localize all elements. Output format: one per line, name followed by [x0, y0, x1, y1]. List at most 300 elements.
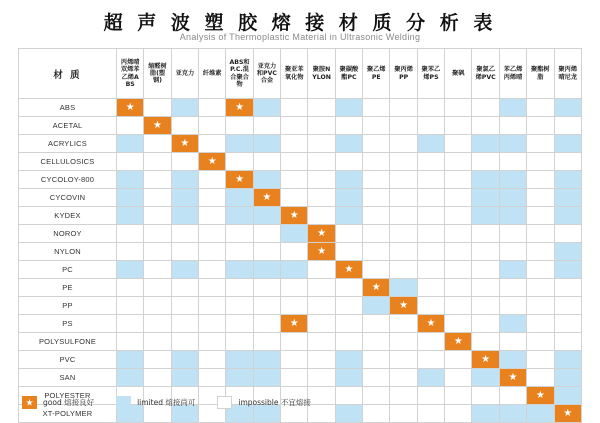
- matrix-cell-limited: [171, 189, 198, 207]
- column-header: [117, 49, 144, 99]
- matrix-cell-good: [554, 405, 582, 423]
- matrix-cell-impossible: [417, 99, 444, 117]
- matrix-cell-impossible: [117, 153, 144, 171]
- matrix-cell-impossible: [308, 351, 335, 369]
- matrix-cell-impossible: [363, 369, 390, 387]
- page-subtitle: Analysis of Thermoplastic Material in Ultrasonic Welding: [179, 32, 421, 42]
- matrix-cell-limited: [226, 207, 253, 225]
- table-row: [19, 135, 582, 153]
- matrix-cell-impossible: [363, 351, 390, 369]
- page-title: 超 声 波 塑 胶 熔 接 材 质 分 析 表: [103, 12, 497, 34]
- matrix-cell-impossible: [445, 261, 472, 279]
- matrix-cell-limited: [499, 351, 526, 369]
- matrix-cell-impossible: [363, 333, 390, 351]
- matrix-cell-good: [308, 225, 335, 243]
- matrix-cell-impossible: [554, 117, 582, 135]
- legend-swatch-limited: [116, 396, 131, 409]
- matrix-cell-impossible: [281, 171, 308, 189]
- matrix-cell-impossible: [253, 225, 280, 243]
- legend-label-good: good 熔接良好: [43, 398, 95, 407]
- matrix-cell-impossible: [171, 225, 198, 243]
- matrix-cell-impossible: [390, 243, 417, 261]
- matrix-cell-impossible: [390, 351, 417, 369]
- matrix-cell-impossible: [417, 405, 444, 423]
- table-row: [19, 225, 582, 243]
- matrix-cell-impossible: [199, 189, 226, 207]
- matrix-cell-impossible: [417, 297, 444, 315]
- column-header-label: 聚丙烯晴尼龙: [558, 66, 578, 81]
- table-row: [19, 351, 582, 369]
- matrix-cell-good: [472, 351, 499, 369]
- matrix-cell-impossible: [417, 171, 444, 189]
- matrix-cell-impossible: [117, 225, 144, 243]
- matrix-cell-impossible: [144, 135, 171, 153]
- column-header-label: 聚酯树脂: [531, 66, 550, 81]
- column-header: [445, 49, 472, 99]
- matrix-cell-impossible: [472, 243, 499, 261]
- table-head: [19, 49, 582, 99]
- column-header-label: 聚亚苯氧化物: [284, 66, 304, 81]
- legend: [22, 396, 333, 409]
- row-header: CELLULOSICS: [19, 153, 117, 171]
- legend-item-good: [22, 396, 94, 409]
- matrix-cell-limited: [527, 405, 554, 423]
- matrix-cell-limited: [117, 171, 144, 189]
- matrix-cell-impossible: [527, 99, 554, 117]
- matrix-cell-impossible: [171, 153, 198, 171]
- matrix-cell-impossible: [499, 279, 526, 297]
- matrix-cell-impossible: [417, 225, 444, 243]
- matrix-cell-impossible: [308, 297, 335, 315]
- matrix-cell-impossible: [199, 333, 226, 351]
- table-row: [19, 117, 582, 135]
- matrix-cell-impossible: [527, 189, 554, 207]
- matrix-cell-limited: [335, 171, 362, 189]
- matrix-cell-limited: [472, 405, 499, 423]
- matrix-cell-impossible: [253, 333, 280, 351]
- row-header: ACETAL: [19, 117, 117, 135]
- matrix-cell-impossible: [144, 225, 171, 243]
- matrix-cell-impossible: [199, 135, 226, 153]
- matrix-cell-impossible: [281, 243, 308, 261]
- matrix-cell-impossible: [445, 207, 472, 225]
- column-header: [281, 49, 308, 99]
- matrix-cell-impossible: [308, 117, 335, 135]
- matrix-cell-impossible: [527, 153, 554, 171]
- matrix-cell-impossible: [445, 369, 472, 387]
- matrix-cell-impossible: [363, 225, 390, 243]
- matrix-cell-limited: [117, 369, 144, 387]
- table-row: [19, 243, 582, 261]
- matrix-cell-good: [226, 99, 253, 117]
- matrix-cell-impossible: [144, 99, 171, 117]
- matrix-cell-impossible: [199, 297, 226, 315]
- matrix-cell-impossible: [281, 369, 308, 387]
- matrix-cell-limited: [554, 243, 582, 261]
- matrix-cell-good: [363, 279, 390, 297]
- table-row: [19, 279, 582, 297]
- column-header-label: 聚丙烯PP: [394, 66, 413, 81]
- matrix-cell-impossible: [199, 279, 226, 297]
- matrix-cell-impossible: [335, 333, 362, 351]
- matrix-cell-impossible: [445, 405, 472, 423]
- matrix-cell-limited: [335, 405, 362, 423]
- matrix-cell-good: [445, 333, 472, 351]
- matrix-cell-impossible: [472, 297, 499, 315]
- column-header: [417, 49, 444, 99]
- matrix-cell-impossible: [390, 171, 417, 189]
- matrix-cell-impossible: [226, 117, 253, 135]
- row-header: NYLON: [19, 243, 117, 261]
- matrix-cell-impossible: [199, 369, 226, 387]
- column-header: [554, 49, 582, 99]
- table-row: [19, 99, 582, 117]
- matrix-cell-good: [281, 207, 308, 225]
- matrix-cell-impossible: [144, 171, 171, 189]
- matrix-cell-limited: [226, 261, 253, 279]
- matrix-cell-impossible: [527, 315, 554, 333]
- matrix-cell-impossible: [472, 153, 499, 171]
- matrix-cell-good: [390, 297, 417, 315]
- matrix-cell-limited: [171, 261, 198, 279]
- matrix-cell-impossible: [554, 297, 582, 315]
- matrix-cell-good: [417, 315, 444, 333]
- matrix-cell-impossible: [308, 369, 335, 387]
- row-header: KYDEX: [19, 207, 117, 225]
- matrix-cell-limited: [554, 171, 582, 189]
- legend-swatch-impossible: [217, 396, 232, 409]
- matrix-cell-limited: [554, 351, 582, 369]
- matrix-cell-impossible: [144, 297, 171, 315]
- matrix-cell-limited: [499, 315, 526, 333]
- matrix-cell-limited: [499, 99, 526, 117]
- matrix-cell-impossible: [335, 243, 362, 261]
- column-header: [253, 49, 280, 99]
- column-header-label: 聚氯乙烯PVC: [475, 66, 496, 81]
- row-header: PVC: [19, 351, 117, 369]
- matrix-cell-impossible: [554, 333, 582, 351]
- row-header: POLYSULFONE: [19, 333, 117, 351]
- matrix-cell-impossible: [445, 117, 472, 135]
- matrix-cell-impossible: [499, 117, 526, 135]
- matrix-cell-good: [499, 369, 526, 387]
- column-header: [199, 49, 226, 99]
- matrix-cell-limited: [499, 189, 526, 207]
- matrix-cell-impossible: [445, 171, 472, 189]
- matrix-cell-impossible: [417, 387, 444, 405]
- matrix-cell-limited: [253, 207, 280, 225]
- column-header-label: 纤维素: [202, 69, 222, 77]
- matrix-cell-impossible: [253, 153, 280, 171]
- matrix-cell-impossible: [472, 225, 499, 243]
- matrix-cell-impossible: [363, 243, 390, 261]
- matrix-cell-impossible: [417, 243, 444, 261]
- column-header: [499, 49, 526, 99]
- matrix-cell-impossible: [363, 405, 390, 423]
- legend-label-impossible: impossible 不宜熔接: [238, 398, 311, 407]
- table-row: [19, 153, 582, 171]
- matrix-cell-impossible: [417, 261, 444, 279]
- matrix-cell-limited: [335, 207, 362, 225]
- matrix-cell-impossible: [253, 297, 280, 315]
- matrix-cell-impossible: [554, 225, 582, 243]
- column-header-label: 丙烯晴双烯苯乙烯ABS: [120, 59, 140, 88]
- matrix-cell-impossible: [445, 279, 472, 297]
- matrix-cell-impossible: [144, 243, 171, 261]
- matrix-cell-impossible: [308, 99, 335, 117]
- compatibility-matrix-table: [18, 48, 582, 423]
- matrix-cell-impossible: [308, 333, 335, 351]
- matrix-cell-limited: [335, 369, 362, 387]
- matrix-cell-impossible: [445, 99, 472, 117]
- matrix-cell-limited: [554, 261, 582, 279]
- row-header: PC: [19, 261, 117, 279]
- matrix-cell-impossible: [527, 243, 554, 261]
- matrix-cell-limited: [171, 171, 198, 189]
- matrix-cell-impossible: [226, 225, 253, 243]
- matrix-cell-impossible: [527, 135, 554, 153]
- header-row: [19, 49, 582, 99]
- matrix-cell-impossible: [499, 243, 526, 261]
- matrix-cell-limited: [472, 207, 499, 225]
- matrix-cell-impossible: [281, 99, 308, 117]
- matrix-cell-impossible: [445, 225, 472, 243]
- matrix-cell-impossible: [171, 243, 198, 261]
- matrix-cell-limited: [226, 369, 253, 387]
- column-header-label: 聚砜: [452, 69, 465, 77]
- column-header: [226, 49, 253, 99]
- matrix-cell-limited: [472, 189, 499, 207]
- matrix-cell-impossible: [499, 333, 526, 351]
- matrix-cell-limited: [281, 225, 308, 243]
- matrix-cell-impossible: [226, 153, 253, 171]
- matrix-cell-impossible: [308, 279, 335, 297]
- matrix-cell-limited: [554, 207, 582, 225]
- matrix-cell-limited: [226, 135, 253, 153]
- matrix-cell-limited: [253, 99, 280, 117]
- matrix-cell-impossible: [308, 153, 335, 171]
- matrix-cell-impossible: [199, 171, 226, 189]
- matrix-cell-impossible: [363, 171, 390, 189]
- matrix-cell-impossible: [390, 153, 417, 171]
- matrix-cell-impossible: [171, 333, 198, 351]
- matrix-cell-impossible: [445, 315, 472, 333]
- matrix-cell-limited: [499, 207, 526, 225]
- matrix-cell-impossible: [253, 279, 280, 297]
- legend-item-impossible: [217, 396, 310, 409]
- matrix-cell-limited: [554, 387, 582, 405]
- matrix-cell-impossible: [390, 99, 417, 117]
- matrix-cell-impossible: [335, 387, 362, 405]
- column-header-label: 聚碳酸酯PC: [339, 66, 359, 81]
- matrix-cell-impossible: [308, 135, 335, 153]
- matrix-cell-limited: [554, 189, 582, 207]
- matrix-cell-impossible: [281, 351, 308, 369]
- column-header-label: 聚胺NYLON: [312, 66, 331, 81]
- matrix-cell-limited: [226, 189, 253, 207]
- column-header: [527, 49, 554, 99]
- legend-swatch-good: [22, 396, 37, 409]
- matrix-cell-impossible: [390, 387, 417, 405]
- table-row: [19, 315, 582, 333]
- matrix-cell-good: [144, 117, 171, 135]
- matrix-cell-impossible: [199, 261, 226, 279]
- matrix-cell-impossible: [226, 279, 253, 297]
- matrix-cell-limited: [253, 351, 280, 369]
- matrix-cell-impossible: [226, 333, 253, 351]
- matrix-cell-impossible: [363, 261, 390, 279]
- matrix-cell-impossible: [199, 207, 226, 225]
- table-body: [19, 99, 582, 423]
- matrix-cell-limited: [554, 369, 582, 387]
- matrix-cell-impossible: [390, 369, 417, 387]
- matrix-cell-impossible: [199, 243, 226, 261]
- matrix-cell-limited: [117, 135, 144, 153]
- matrix-cell-good: [171, 135, 198, 153]
- row-header: ABS: [19, 99, 117, 117]
- matrix-cell-impossible: [527, 207, 554, 225]
- matrix-cell-impossible: [417, 153, 444, 171]
- matrix-cell-impossible: [527, 297, 554, 315]
- matrix-cell-impossible: [226, 243, 253, 261]
- column-header-label: 亚克力: [175, 69, 195, 77]
- matrix-cell-impossible: [144, 279, 171, 297]
- matrix-cell-limited: [472, 171, 499, 189]
- row-header: PS: [19, 315, 117, 333]
- matrix-cell-limited: [499, 135, 526, 153]
- matrix-cell-impossible: [417, 333, 444, 351]
- matrix-cell-impossible: [390, 117, 417, 135]
- row-header: SAN: [19, 369, 117, 387]
- matrix-cell-impossible: [144, 189, 171, 207]
- matrix-cell-impossible: [199, 315, 226, 333]
- matrix-cell-limited: [472, 369, 499, 387]
- matrix-cell-impossible: [527, 279, 554, 297]
- row-header: ACRYLICS: [19, 135, 117, 153]
- matrix-cell-impossible: [472, 261, 499, 279]
- matrix-cell-limited: [226, 351, 253, 369]
- matrix-cell-impossible: [171, 117, 198, 135]
- matrix-cell-impossible: [363, 387, 390, 405]
- matrix-cell-impossible: [226, 315, 253, 333]
- matrix-cell-impossible: [335, 153, 362, 171]
- matrix-cell-impossible: [417, 207, 444, 225]
- matrix-cell-impossible: [417, 351, 444, 369]
- matrix-cell-limited: [417, 135, 444, 153]
- matrix-cell-impossible: [445, 189, 472, 207]
- matrix-cell-impossible: [335, 117, 362, 135]
- matrix-cell-impossible: [363, 135, 390, 153]
- matrix-cell-impossible: [472, 117, 499, 135]
- matrix-cell-impossible: [308, 261, 335, 279]
- matrix-cell-impossible: [144, 351, 171, 369]
- matrix-cell-impossible: [199, 351, 226, 369]
- matrix-cell-limited: [335, 189, 362, 207]
- matrix-cell-impossible: [527, 171, 554, 189]
- matrix-cell-impossible: [199, 225, 226, 243]
- matrix-cell-limited: [253, 261, 280, 279]
- matrix-cell-impossible: [499, 225, 526, 243]
- matrix-cell-limited: [253, 369, 280, 387]
- matrix-cell-good: [253, 189, 280, 207]
- column-header: [472, 49, 499, 99]
- matrix-cell-impossible: [281, 117, 308, 135]
- matrix-cell-impossible: [308, 315, 335, 333]
- matrix-cell-limited: [390, 279, 417, 297]
- matrix-cell-limited: [554, 135, 582, 153]
- table-row: [19, 261, 582, 279]
- column-header-label: 聚乙烯PE: [366, 66, 386, 81]
- matrix-cell-impossible: [363, 207, 390, 225]
- matrix-cell-impossible: [527, 261, 554, 279]
- matrix-cell-impossible: [199, 99, 226, 117]
- column-header-label: 亚克力和PVC合金: [256, 62, 277, 85]
- column-header: [308, 49, 335, 99]
- matrix-cell-impossible: [472, 315, 499, 333]
- matrix-cell-impossible: [472, 333, 499, 351]
- matrix-cell-limited: [335, 351, 362, 369]
- matrix-cell-impossible: [445, 297, 472, 315]
- matrix-cell-limited: [335, 135, 362, 153]
- matrix-cell-limited: [253, 171, 280, 189]
- matrix-cell-impossible: [335, 279, 362, 297]
- corner-header-label: 材 质: [53, 69, 82, 81]
- matrix-cell-limited: [117, 261, 144, 279]
- matrix-cell-limited: [363, 297, 390, 315]
- matrix-cell-impossible: [335, 315, 362, 333]
- matrix-cell-limited: [281, 261, 308, 279]
- matrix-cell-impossible: [171, 315, 198, 333]
- matrix-cell-impossible: [308, 189, 335, 207]
- matrix-cell-limited: [499, 171, 526, 189]
- matrix-cell-impossible: [363, 117, 390, 135]
- matrix-cell-limited: [117, 351, 144, 369]
- matrix-cell-impossible: [390, 405, 417, 423]
- matrix-cell-impossible: [281, 279, 308, 297]
- matrix-cell-impossible: [390, 135, 417, 153]
- matrix-cell-limited: [117, 207, 144, 225]
- matrix-cell-good: [199, 153, 226, 171]
- matrix-cell-impossible: [308, 171, 335, 189]
- matrix-cell-impossible: [445, 153, 472, 171]
- matrix-cell-impossible: [117, 297, 144, 315]
- matrix-cell-impossible: [144, 333, 171, 351]
- matrix-cell-impossible: [253, 117, 280, 135]
- matrix-cell-impossible: [445, 351, 472, 369]
- matrix-cell-impossible: [117, 333, 144, 351]
- matrix-cell-impossible: [281, 333, 308, 351]
- column-header: [363, 49, 390, 99]
- matrix-cell-impossible: [472, 387, 499, 405]
- matrix-cell-impossible: [117, 315, 144, 333]
- matrix-cell-good: [335, 261, 362, 279]
- matrix-cell-good: [281, 315, 308, 333]
- matrix-cell-impossible: [171, 279, 198, 297]
- matrix-cell-impossible: [527, 351, 554, 369]
- matrix-cell-good: [527, 387, 554, 405]
- column-header: [171, 49, 198, 99]
- matrix-cell-impossible: [335, 225, 362, 243]
- matrix-cell-impossible: [144, 315, 171, 333]
- matrix-cell-impossible: [390, 261, 417, 279]
- matrix-cell-limited: [171, 351, 198, 369]
- matrix-cell-impossible: [499, 387, 526, 405]
- matrix-cell-impossible: [363, 189, 390, 207]
- matrix-cell-limited: [253, 135, 280, 153]
- matrix-cell-impossible: [417, 279, 444, 297]
- table-row: [19, 207, 582, 225]
- matrix-cell-impossible: [281, 153, 308, 171]
